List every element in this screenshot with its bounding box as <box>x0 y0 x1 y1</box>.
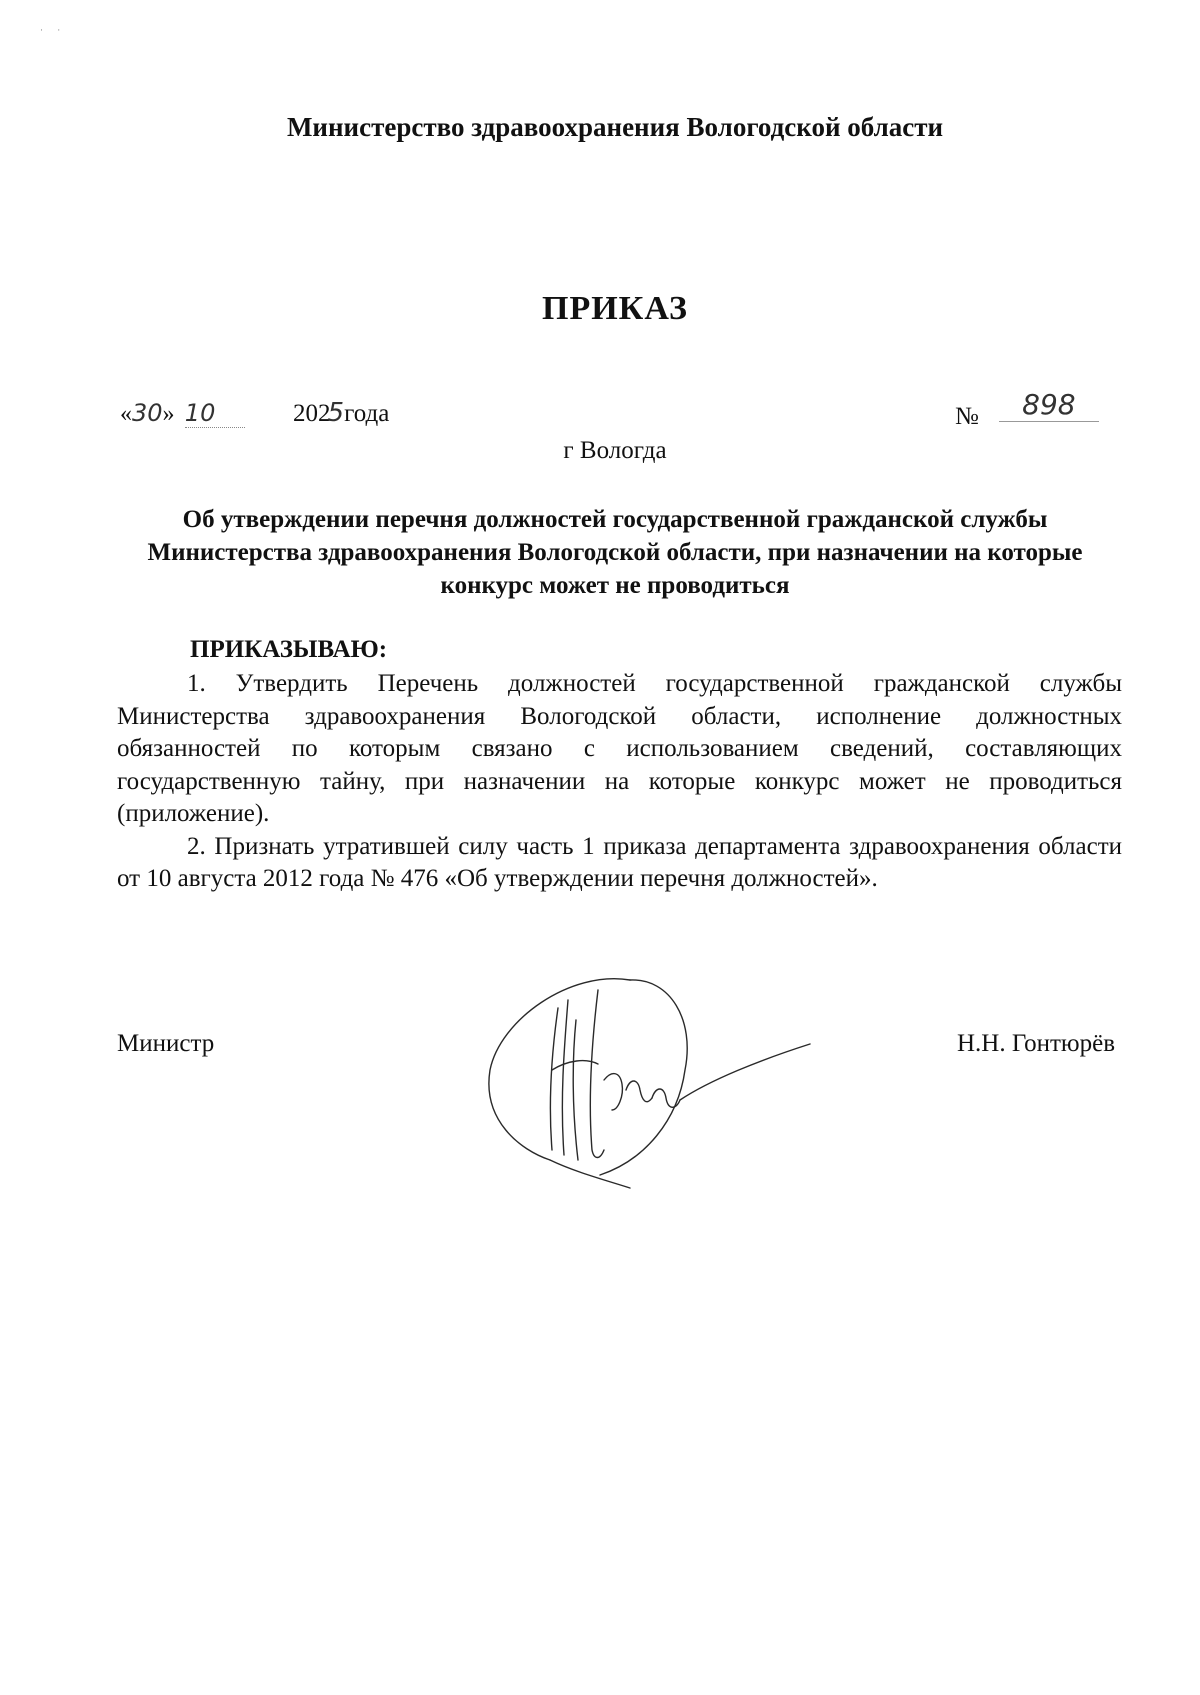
date-year-handwritten: 5 <box>327 398 345 428</box>
scan-artifact: · · <box>40 25 67 35</box>
order-date <box>120 398 389 428</box>
city: г Вологда <box>563 437 667 464</box>
date-month: 10 <box>185 399 245 428</box>
document-type-title: ПРИКАЗ <box>542 290 688 327</box>
date-close-quote: » <box>162 401 175 427</box>
number-value: 898 <box>999 388 1099 422</box>
paragraph-2: 2. Признать утратившей силу часть 1 приказа департамента здравоохранения области от 10 августа 2012 года № 476 «Об утверждении перечня должностей». <box>117 832 1122 892</box>
signer-title: Министр <box>117 1030 215 1057</box>
date-open-quote: « <box>120 401 132 427</box>
number-label: № <box>955 403 979 430</box>
paragraph-1: 1. Утвердить Перечень должностей государственной гражданской службы Министерства здравоохранения Вологодской области, исполнение должностных обязанностей по которым связано с использованием сведений, составляющих государственную тайну, при назначении на которые конкурс может не проводиться (приложение). <box>117 670 1122 827</box>
order-number <box>955 388 1099 432</box>
order-directive: ПРИКАЗЫВАЮ: <box>190 636 388 663</box>
signer-name: Н.Н. Гонтюрёв <box>957 1030 1115 1057</box>
ministry-header: Министерство здравоохранения Вологодской области <box>286 112 944 142</box>
date-year-suffix: года <box>344 400 390 427</box>
date-day: 30 <box>132 399 163 427</box>
date-year <box>293 400 389 427</box>
date-year-printed: 202 <box>293 400 331 427</box>
handwritten-signature <box>480 960 820 1200</box>
order-subject: Об утверждении перечня должностей государственной гражданской службы Министерства здравоохранения Вологодской области, при назначении на которые конкурс может не проводиться <box>147 506 1083 599</box>
order-body <box>117 668 1122 896</box>
